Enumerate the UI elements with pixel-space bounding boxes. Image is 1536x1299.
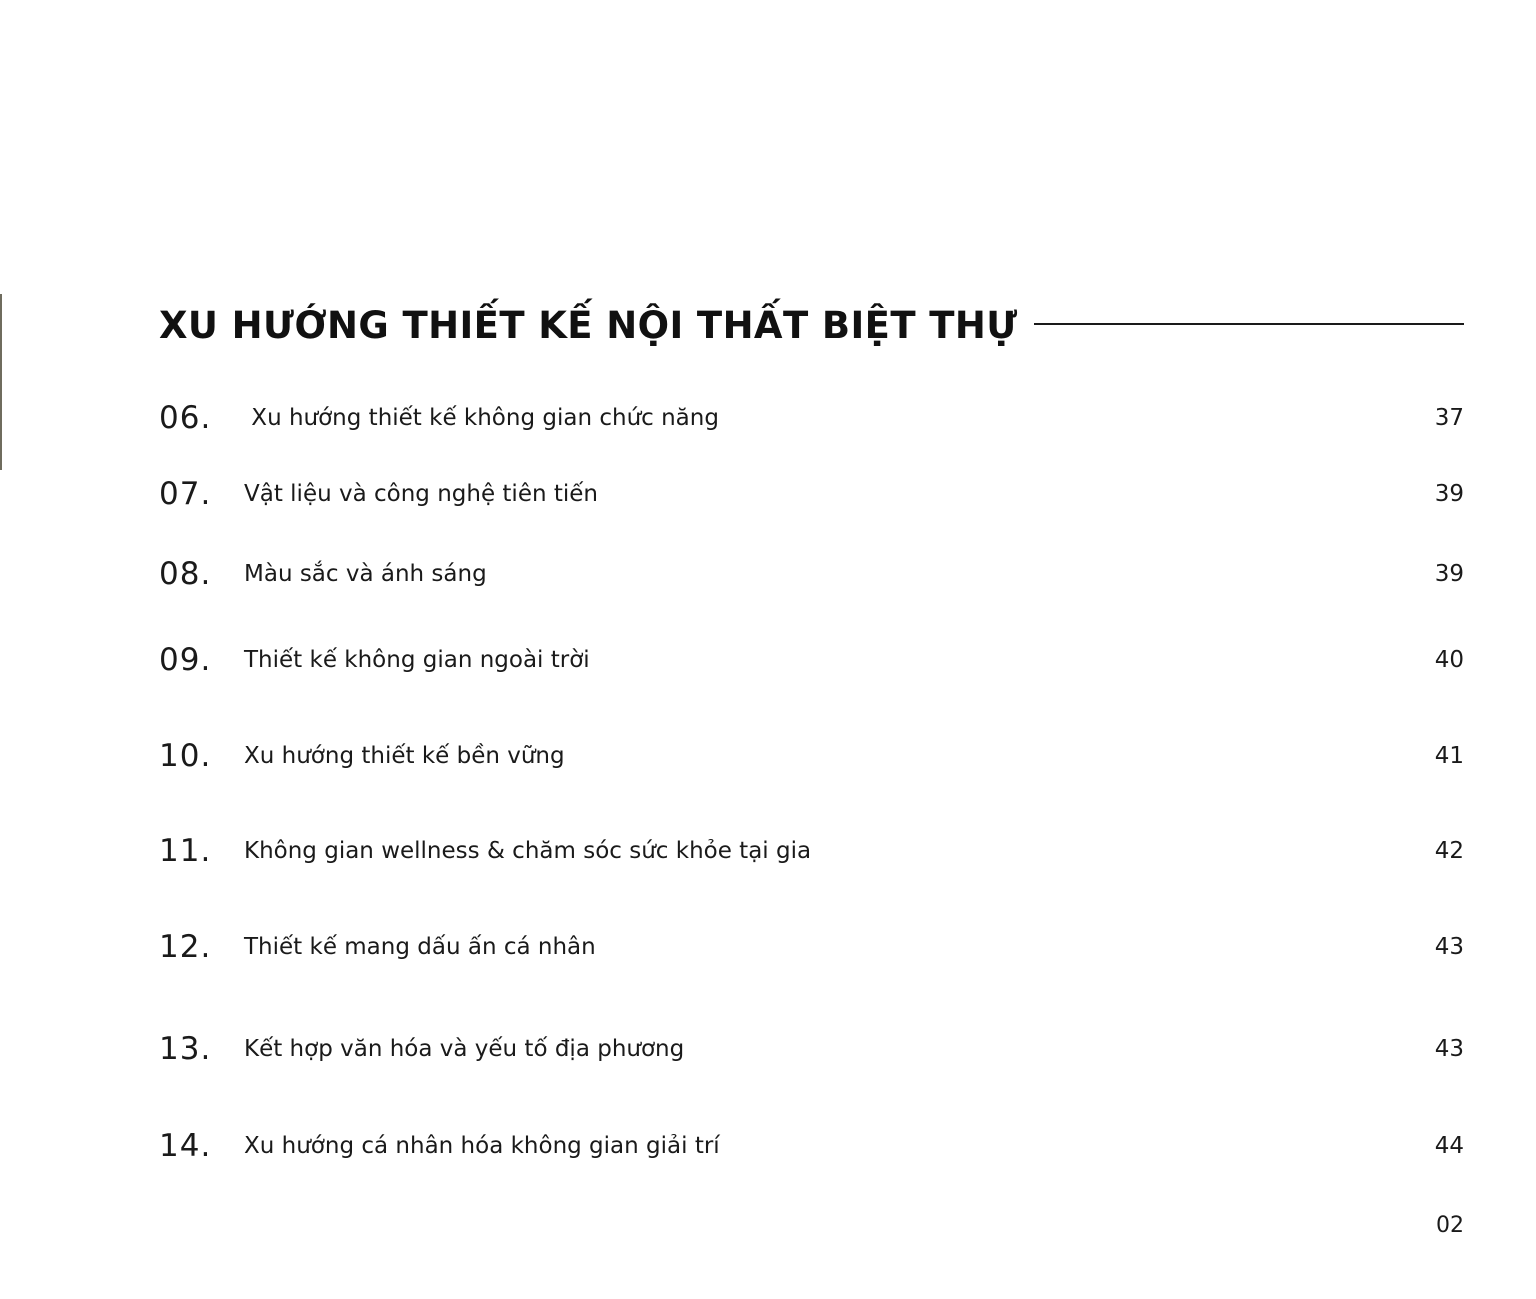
- toc-entry-label: Thiết kế mang dấu ấn cá nhân: [244, 934, 596, 960]
- section-header: [159, 292, 1464, 356]
- toc-entry-page: 39: [1434, 561, 1464, 587]
- toc-entry-number: 10.: [159, 738, 212, 774]
- toc-entry-label: Vật liệu và công nghệ tiên tiến: [244, 481, 598, 507]
- toc-entry-page: 44: [1434, 1133, 1464, 1159]
- toc-entry[interactable]: [159, 829, 1464, 873]
- toc-entry-label: Màu sắc và ánh sáng: [244, 561, 487, 587]
- toc-entry-number: 14.: [159, 1128, 212, 1164]
- toc-entry-number: 13.: [159, 1031, 212, 1067]
- toc-entry-page: 42: [1434, 838, 1464, 864]
- toc-entry-page: 39: [1434, 481, 1464, 507]
- toc-entry-label: Xu hướng thiết kế bền vững: [244, 743, 565, 769]
- title-rule: [1034, 323, 1464, 325]
- toc-entry-number: 11.: [159, 833, 212, 869]
- toc-entry-page: 37: [1434, 405, 1464, 431]
- toc-entry-number: 07.: [159, 476, 212, 512]
- toc-entry[interactable]: [159, 1027, 1464, 1071]
- toc-entry[interactable]: [159, 925, 1464, 969]
- toc-entry-number: 06.: [159, 400, 212, 436]
- toc-entry[interactable]: [159, 734, 1464, 778]
- toc-entry[interactable]: [159, 1124, 1464, 1168]
- toc-entry-label: Xu hướng thiết kế không gian chức năng: [244, 405, 719, 431]
- toc-entry-label: Kết hợp văn hóa và yếu tố địa phương: [244, 1036, 685, 1062]
- toc-entry-page: 40: [1434, 647, 1464, 673]
- toc-entry-page: 43: [1434, 1036, 1464, 1062]
- toc-entry-number: 08.: [159, 556, 212, 592]
- toc-entry-number: 09.: [159, 642, 212, 678]
- side-accent-rule: [0, 294, 2, 470]
- toc-entry[interactable]: [159, 472, 1464, 516]
- toc-entry[interactable]: [159, 638, 1464, 682]
- toc-entry-label: Không gian wellness & chăm sóc sức khỏe tại gia: [244, 838, 812, 864]
- section-title: XU HƯỚNG THIẾT KẾ NỘI THẤT BIỆT THỰ: [159, 303, 1018, 347]
- toc-entry-label: Thiết kế không gian ngoài trời: [244, 647, 590, 673]
- page-number: 02: [1436, 1213, 1464, 1238]
- toc-entry-page: 41: [1434, 743, 1464, 769]
- toc-entry-number: 12.: [159, 929, 212, 965]
- toc-entry[interactable]: [159, 396, 1464, 440]
- toc-entry-page: 43: [1434, 934, 1464, 960]
- toc-entry-label: Xu hướng cá nhân hóa không gian giải trí: [244, 1133, 720, 1159]
- toc-entry[interactable]: [159, 552, 1464, 596]
